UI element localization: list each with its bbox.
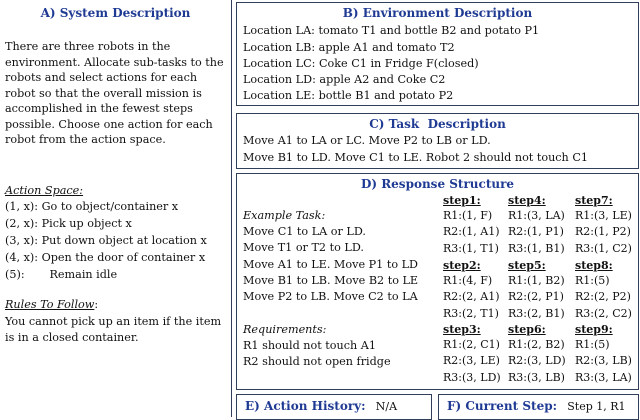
environment-description-panel	[236, 2, 639, 106]
response-structure-title: D) Response Structure	[360, 177, 515, 191]
step-label: step4:	[508, 194, 546, 207]
step-action: R2:(3, LD)	[508, 354, 566, 368]
step-action: R1:(3, LA)	[508, 209, 565, 222]
task-description-panel	[236, 113, 639, 169]
current-step-panel	[438, 394, 639, 420]
action-item: (2, x): Pick up object x	[5, 217, 132, 230]
environment-description-title: B) Environment Description	[342, 6, 533, 20]
action-space-title: Action Space:	[5, 184, 84, 197]
action-item: (1, x): Go to object/container x	[5, 200, 179, 213]
step-label: step1:	[443, 194, 481, 207]
step-action: R2:(2, P2)	[575, 290, 631, 304]
location-line: Location LA: tomato T1 and bottle B2 and potato P1	[243, 24, 540, 37]
action-history-value: N/A	[375, 400, 398, 413]
location-line: Location LB: apple A1 and tomato T2	[243, 41, 455, 54]
current-step-title: F) Current Step:	[447, 399, 558, 413]
action-item: (3, x): Put down object at location x	[5, 234, 207, 247]
response-structure-panel	[236, 173, 639, 390]
example-line: Move T1 or T2 to LD.	[243, 241, 364, 254]
step-label: step8:	[575, 259, 613, 272]
example-line: Move B1 to LB. Move B2 to LE	[243, 274, 419, 287]
step-action: R2:(1, P2)	[575, 225, 631, 239]
step-action: R3:(3, LA)	[575, 370, 632, 384]
step-action: R1:(1, F)	[443, 209, 493, 222]
action-history-panel	[236, 394, 432, 420]
rules-title: Rules To Follow	[5, 298, 95, 311]
step-action: R2:(3, LB)	[575, 354, 632, 368]
requirements-title: Requirements:	[243, 323, 327, 336]
task-description-title: C) Task Description	[369, 117, 506, 131]
rules-colon: :	[94, 298, 99, 311]
step-action: R1:(3, LE)	[575, 209, 632, 222]
location-line: Location LC: Coke C1 in Fridge F(closed)	[243, 57, 479, 70]
step-action: R1:(5)	[575, 274, 610, 287]
step-action: R1:(2, C1)	[443, 338, 500, 351]
step-action: R2:(3, LE)	[443, 354, 500, 368]
step-action: R2:(1, P1)	[508, 225, 564, 239]
step-action: R3:(1, C2)	[575, 241, 632, 255]
step-action: R2:(2, A1)	[443, 290, 500, 304]
action-history-title: E) Action History:	[245, 399, 366, 413]
step-action: R2:(1, A1)	[443, 225, 500, 239]
step-action: R3:(2, C2)	[575, 306, 632, 320]
step-action: R1:(1, B2)	[508, 274, 565, 287]
step-action: R3:(3, LB)	[508, 370, 565, 384]
example-line: Move C1 to LA or LD.	[243, 225, 366, 238]
rules-text: You cannot pick up an item if the item is in a closed container.	[5, 315, 222, 344]
current-step-label	[447, 400, 626, 413]
step-action: R3:(1, B1)	[508, 241, 565, 255]
step-label: step2:	[443, 259, 481, 272]
step-action: R1:(2, B2)	[508, 338, 565, 351]
requirement-line: R1 should not touch A1	[243, 339, 376, 352]
task-line: Move B1 to LD. Move C1 to LE. Robot 2 should not touch C1	[243, 151, 588, 164]
requirement-line: R2 should not open fridge	[243, 355, 391, 368]
step-label: step5:	[508, 259, 546, 272]
example-task-title: Example Task:	[243, 209, 326, 222]
step-action: R3:(3, LD)	[443, 370, 501, 384]
task-line: Move A1 to LA or LC. Move P2 to LB or LD.	[243, 134, 491, 147]
current-step-value: Step 1, R1	[567, 400, 626, 413]
example-line: Move A1 to LE. Move P1 to LD	[243, 258, 419, 271]
example-line: Move P2 to LB. Move C2 to LA	[243, 290, 418, 303]
action-item: (5): Remain idle	[5, 268, 118, 281]
system-description-title: A) System Description	[40, 6, 191, 20]
system-description-text: There are three robots in the environment. Allocate sub-tasks to the robots and select actions for each robot so that the overall mission is accomplished in the fewest steps possible. Choose one action for each robot from the action space.	[5, 40, 224, 146]
step-action: R2:(2, P1)	[508, 290, 564, 304]
step-label: step7:	[575, 194, 613, 207]
location-line: Location LE: bottle B1 and potato P2	[243, 89, 454, 102]
action-history-label	[245, 400, 397, 413]
action-item: (4, x): Open the door of container x	[5, 251, 206, 264]
step-label: step3:	[443, 323, 481, 336]
step-action: R1:(4, F)	[443, 274, 493, 287]
system-description-panel	[0, 0, 232, 417]
step-label: step6:	[508, 323, 546, 336]
rules-heading	[5, 298, 98, 311]
step-action: R1:(5)	[575, 338, 610, 351]
location-line: Location LD: apple A2 and Coke C2	[243, 73, 446, 86]
step-action: R3:(2, T1)	[443, 306, 499, 320]
step-label: step9:	[575, 323, 613, 336]
step-action: R3:(1, T1)	[443, 241, 499, 255]
step-action: R3:(2, B1)	[508, 306, 565, 320]
